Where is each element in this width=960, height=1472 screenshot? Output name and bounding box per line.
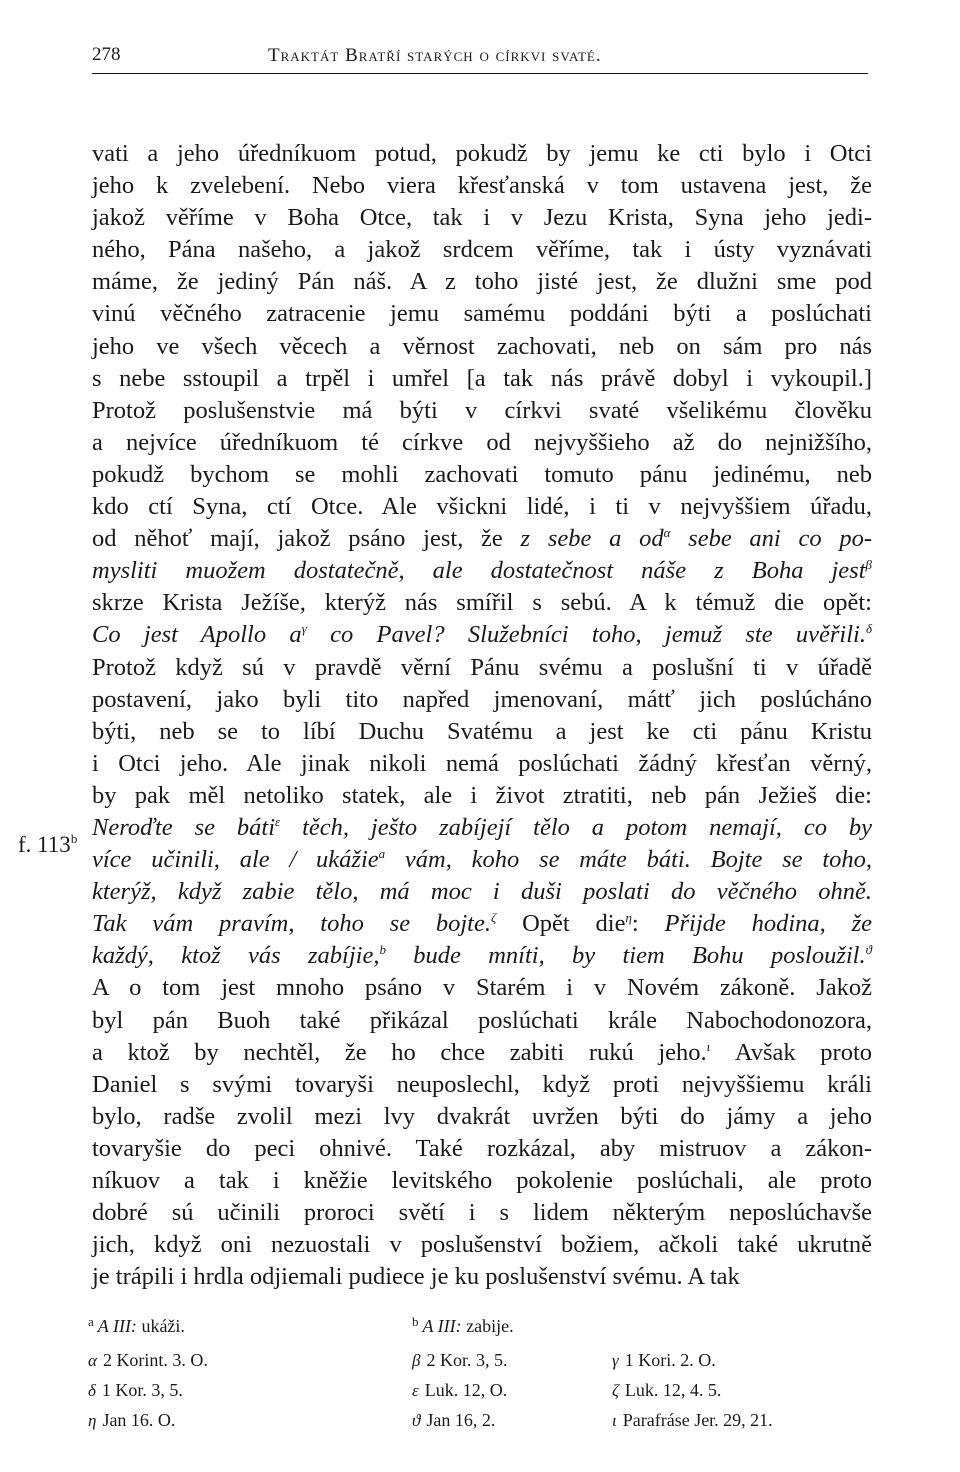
text-run: vati a jeho úředníkuom potud, pokudž by jemu ke cti bylo i Otci (92, 140, 872, 167)
text-run: máme, že jediný Pán náš. A z toho jisté jest, že dlužni sme pod (92, 268, 872, 296)
manuscript-siglum: A III: (422, 1316, 462, 1336)
text-line (92, 1101, 872, 1133)
footnote-text: zabije. (466, 1316, 514, 1336)
italic-quotation: ukážie (296, 846, 379, 874)
text-line (92, 427, 872, 459)
page-number: 278 (92, 44, 121, 65)
text-line (92, 748, 872, 780)
italic-quotation: z sebe a od (520, 525, 664, 553)
text-line (92, 652, 872, 684)
footnote-mark: ε (412, 1381, 419, 1400)
text-line (92, 716, 872, 748)
footnote-text: 2 Kor. 3, 5. (426, 1350, 508, 1370)
text-line (92, 812, 872, 844)
text-line (92, 459, 872, 491)
text-line (92, 972, 872, 1004)
footnote (412, 1350, 507, 1371)
text-run: by pak měl netoliko statek, ale i život ztratiti, neb pán Ježieš die: (92, 781, 872, 809)
footnote-text: Jan 16. O. (102, 1410, 176, 1430)
footnote (88, 1350, 208, 1371)
text-line (92, 395, 872, 427)
page-header (92, 44, 870, 74)
text-run: a nejvíce úředníkuom té církve od nejvyššieho až do nejnižšího, (92, 428, 872, 456)
footnote-reference: ι (706, 1038, 711, 1054)
text-line (92, 202, 872, 234)
footnote-reference: β (865, 557, 872, 573)
italic-quotation: kterýž, když zabie tělo, má moc i duši poslati do věčného ohně. (92, 878, 872, 906)
footnote-text: Jan 16, 2. (426, 1410, 496, 1430)
text-line (92, 523, 872, 555)
text-run: skrze Krista Ježíše, kterýž nás smířil s sebú. A k témuž die opět: (92, 589, 872, 617)
text-line (92, 1229, 872, 1261)
text-line (92, 844, 872, 876)
footnote-text: Parafráse Jer. 29, 21. (622, 1410, 773, 1430)
footnote-mark: δ (88, 1381, 96, 1400)
text-run: níkuov a tak i kněžie levitského pokolenie poslúchali, ale proto (92, 1167, 872, 1194)
text-run: bylo, radše zvolil mezi lvy dvakrát uvržen býti do jámy a jeho (92, 1102, 872, 1130)
text-run: býti, neb se to líbí Duchu Svatému a jest ke cti pánu Kristu (92, 717, 872, 745)
text-line (92, 1069, 872, 1101)
italic-quotation: vám, koho se máte báti. Bojte se toho, (385, 846, 872, 874)
footnote-reference: a (378, 846, 386, 862)
body-text (92, 138, 872, 1293)
text-line (92, 266, 872, 298)
footnote-text: Luk. 12, 4. 5. (624, 1380, 722, 1400)
text-run: dobré sú učinili proroci světí i s lidem některým neposlúchavše (92, 1199, 872, 1227)
italic-quotation: Neroďte se báti (92, 813, 276, 841)
footnote (412, 1314, 514, 1337)
footnote-reference: ε (275, 813, 281, 829)
text-line (92, 234, 872, 266)
italic-quotation: sebe ani co po- (670, 525, 873, 553)
text-run: i Otci jeho. Ale jinak nikoli nemá poslúchati žádný křesťan věrný, (92, 749, 872, 777)
footnote-mark: η (88, 1411, 97, 1430)
text-line (92, 363, 872, 395)
text-run: jakož věříme v Boha Otce, tak i v Jezu Krista, Syna jeho jedi- (92, 204, 872, 232)
footnote-mark: ζ (612, 1381, 619, 1400)
italic-quotation: bude mníti, by tiem Bohu posloužil. (385, 942, 866, 970)
footnote-reference: ϑ (865, 942, 872, 958)
text-line (92, 587, 872, 619)
footnote (412, 1410, 495, 1431)
text-run: jeho ve všech věcech a věrnost zachovati, neb on sám pro nás (92, 332, 872, 360)
footnote-reference: γ (301, 621, 307, 637)
footnote (612, 1380, 721, 1401)
footnote-text: 2 Korint. 3. O. (102, 1350, 208, 1370)
text-line (92, 1037, 872, 1069)
running-title: Traktát Bratří starých o církvi svaté. (268, 45, 602, 66)
text-line (92, 1005, 872, 1037)
footnote-mark: ι (612, 1411, 617, 1430)
footnote-reference: α (663, 525, 671, 541)
footnote-text: ukáži. (141, 1316, 185, 1336)
text-line (92, 1197, 872, 1229)
text-run: Avšak proto (710, 1038, 872, 1066)
text-run: je trápili i hrdla odjiemali pudiece je ku poslušenství svému. A tak (92, 1263, 740, 1291)
text-run: Protož když sú v pravdě věrní Pánu svému a poslušní ti v úřadě (92, 653, 872, 681)
text-line (92, 138, 872, 170)
italic-quotation: co Pavel? Služebníci toho, jemuž ste uvěřili. (306, 621, 866, 649)
italic-quotation: Přijde hodina, že (664, 910, 872, 938)
text-run: Opět die (496, 910, 626, 938)
italic-quotation: těch, ješto zabíjejí tělo a potom nemají, co by (280, 813, 872, 841)
footnote-reference: ζ (491, 910, 497, 926)
footnote-text: 1 Kori. 2. O. (624, 1350, 716, 1370)
footnote (88, 1380, 183, 1401)
footnote (412, 1380, 507, 1401)
footnote-reference: η (625, 910, 632, 926)
footnote-mark: a (88, 1314, 94, 1329)
italic-quotation: každý, ktož vás zabíjie, (92, 942, 380, 970)
italic-quotation: Tak vám pravím, toho se bojte. (92, 910, 491, 938)
text-line (92, 1261, 872, 1293)
footnote (88, 1314, 185, 1337)
text-run: A o tom jest mnoho psáno v Starém i v Novém zákoně. Jakož (92, 974, 872, 1002)
folio-side: b (70, 831, 78, 846)
footnote (612, 1350, 716, 1371)
text-run: jich, když oni nezuostali v poslušenství božiem, ačkoli také ukrutně (92, 1231, 872, 1259)
footnote-mark: α (88, 1351, 97, 1370)
header-rule (92, 73, 868, 74)
text-run: : (631, 910, 665, 938)
text-line (92, 619, 872, 651)
text-line (92, 780, 872, 812)
italic-quotation: / (289, 846, 297, 874)
text-line (92, 170, 872, 202)
text-run: Daniel s svými tovaryši neuposlechl, když proti nejvyššiemu králi (92, 1070, 872, 1098)
footnote-text: 1 Kor. 3, 5. (101, 1380, 183, 1400)
footnote-mark: β (412, 1351, 421, 1370)
text-run: vinú věčného zatracenie jemu samému poddáni býti a poslúchati (92, 300, 872, 328)
footnote-mark: ϑ (412, 1411, 421, 1430)
text-run: od něhoť mají, jakož psáno jest, že (92, 525, 521, 553)
footnote (612, 1410, 773, 1431)
text-run: kdo ctí Syna, ctí Otce. Ale všickni lidé, i ti v nejvyššiem úřadu, (92, 493, 872, 521)
folio-number: f. 113 (18, 832, 71, 857)
text-line (92, 491, 872, 523)
text-line (92, 908, 872, 940)
text-line (92, 940, 872, 972)
text-line (92, 1165, 872, 1197)
text-line (92, 876, 872, 908)
footnote (88, 1410, 175, 1431)
text-run: postavení, jako byli tito napřed jmenovaní, mátť jich poslúcháno (92, 685, 872, 713)
text-line (92, 555, 872, 587)
folio-margin-note (18, 829, 77, 861)
footnote-mark: b (412, 1314, 419, 1329)
text-line (92, 684, 872, 716)
footnote-mark: γ (612, 1351, 619, 1370)
text-run: a ktož by nechtěl, že ho chce zabiti rukú jeho. (92, 1038, 707, 1066)
text-line (92, 298, 872, 330)
footnote-reference: δ (865, 621, 872, 637)
text-line (92, 1133, 872, 1165)
footnote-reference: b (379, 942, 386, 958)
text-run: tovaryšie do peci ohnivé. Také rozkázal, aby mistruov a zákon- (92, 1134, 872, 1162)
text-run: Protož poslušenstvie má býti v církvi svaté všelikému člověku (92, 396, 872, 424)
italic-quotation: mysliti muožem dostatečně, ale dostatečnost náše z Boha jest (92, 557, 866, 585)
footnote-text: Luk. 12, O. (424, 1380, 508, 1400)
manuscript-siglum: A III: (97, 1316, 137, 1336)
italic-quotation: Co jest Apollo a (92, 621, 302, 649)
text-run: pokudž bychom se mohli zachovati tomuto pánu jedinému, neb (92, 460, 872, 488)
text-run: byl pán Buoh také přikázal poslúchati krále Nabochodonozora, (92, 1006, 872, 1034)
text-run: s nebe sstoupil a trpěl i umřel [a tak nás právě dobyl i vykoupil.] (92, 364, 872, 392)
text-run: jeho k zvelebení. Nebo viera křesťanská v tom ustavena jest, že (92, 172, 872, 200)
text-run: ného, Pána našeho, a jakož srdcem věříme, tak i ústy vyznávati (92, 236, 872, 264)
text-line (92, 331, 872, 363)
italic-quotation: více učinili, ale (92, 846, 290, 874)
